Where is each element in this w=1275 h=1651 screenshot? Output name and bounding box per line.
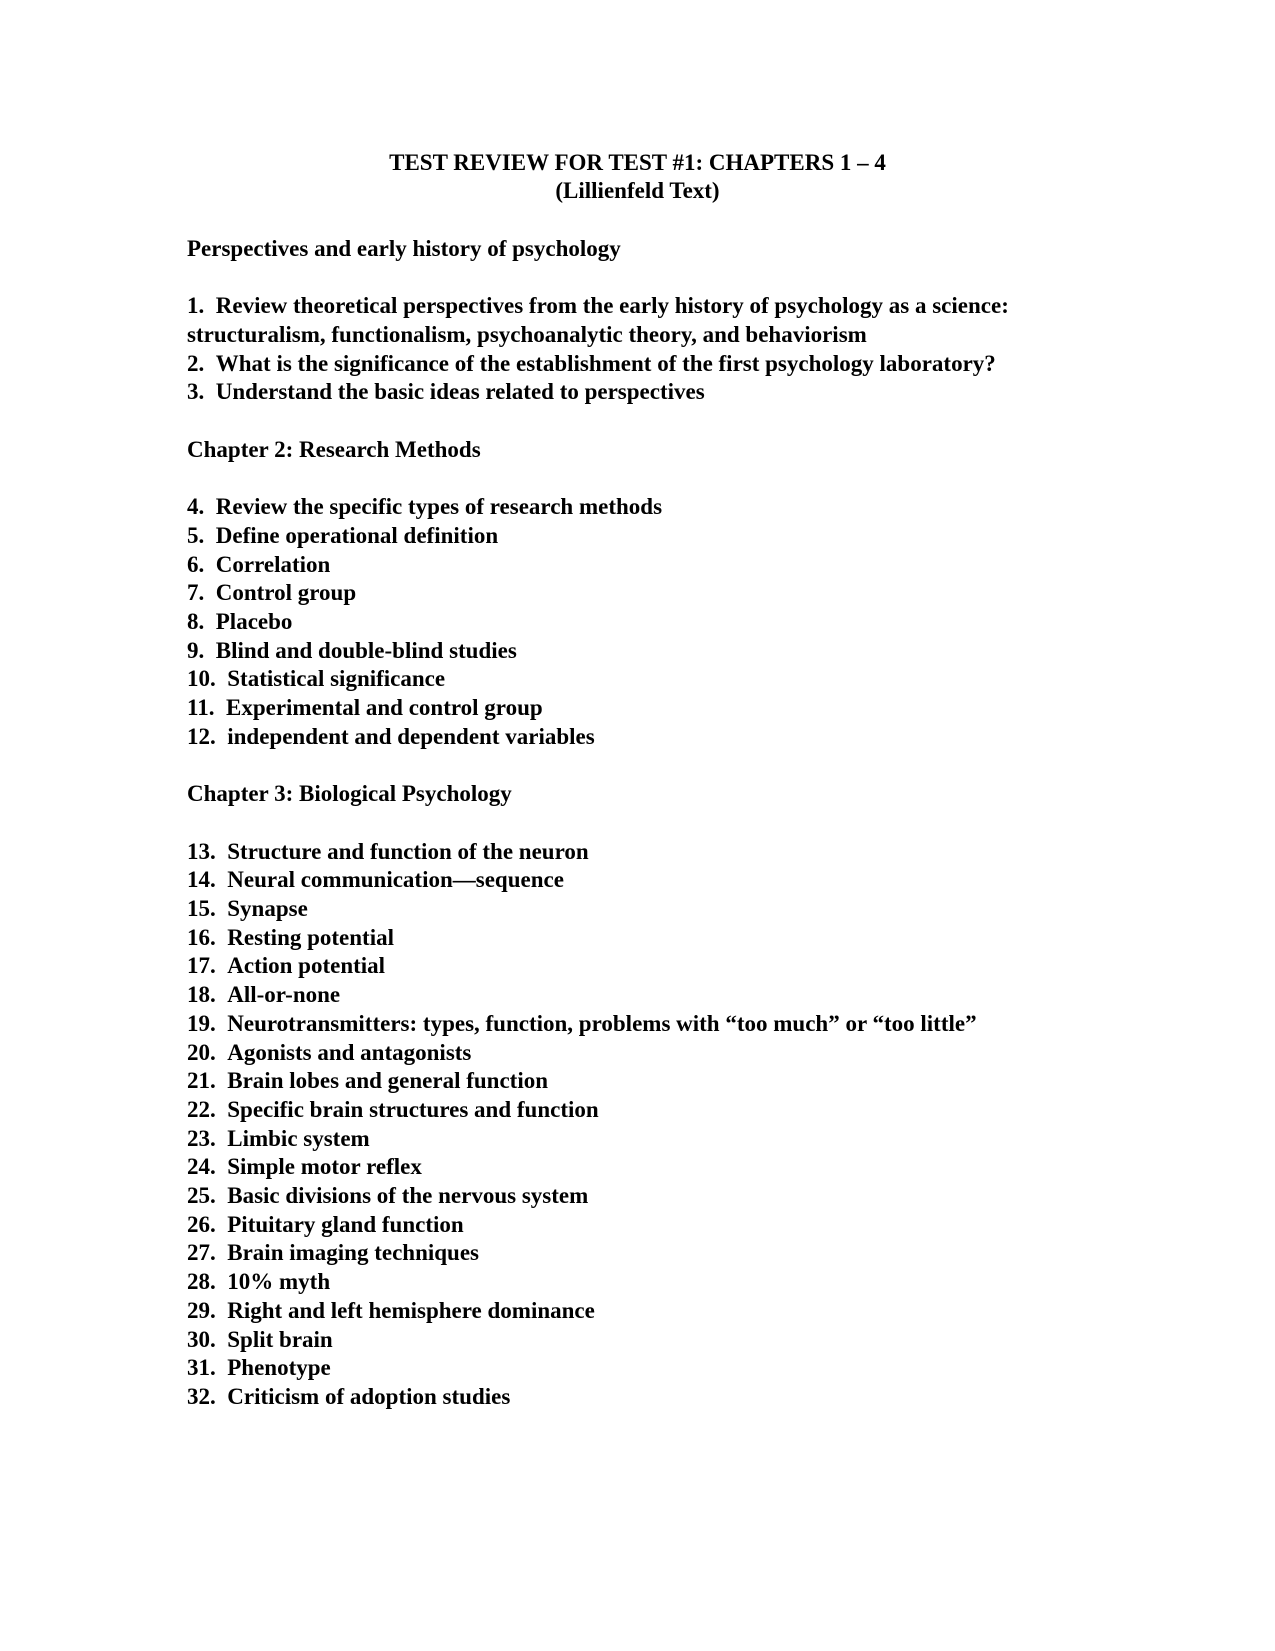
item-number: 1. [187, 293, 205, 319]
list-item [187, 1010, 1207, 1039]
list-item-continuation: structuralism, functionalism, psychoanalytic theory, and behaviorism [187, 322, 867, 348]
list-item [187, 952, 1207, 981]
item-text: Basic divisions of the nervous system [227, 1183, 589, 1209]
item-number: 32. [187, 1384, 216, 1409]
item-number: 22. [187, 1096, 216, 1122]
item-text: Blind and double-blind studies [215, 637, 517, 663]
list-item [187, 1383, 1207, 1412]
list-item [187, 1211, 1207, 1240]
list-item [187, 579, 1207, 608]
item-text: Brain imaging techniques [227, 1240, 480, 1266]
item-text: Neurotransmitters: types, function, problems with “too much” or “too little” [227, 1010, 977, 1036]
item-number: 23. [187, 1125, 216, 1151]
item-number: 2. [187, 350, 205, 376]
item-number: 16. [187, 924, 216, 950]
section-heading: Perspectives and early history of psychology [187, 236, 621, 261]
item-text: Limbic system [227, 1125, 370, 1151]
list-item [187, 292, 1207, 321]
item-number: 24. [187, 1154, 216, 1180]
list-item [187, 838, 1207, 867]
item-number: 20. [187, 1039, 216, 1065]
item-number: 26. [187, 1211, 216, 1237]
item-number: 27. [187, 1240, 216, 1266]
item-number: 21. [187, 1068, 216, 1094]
item-text: independent and dependent variables [227, 723, 595, 749]
list-item [187, 665, 1207, 694]
list-item [187, 1182, 1207, 1211]
item-number: 10. [187, 666, 216, 692]
list-item [187, 1096, 1207, 1125]
item-text: Structure and function of the neuron [227, 838, 589, 864]
item-text: What is the significance of the establishment of the first psychology laboratory? [215, 350, 996, 376]
item-number: 30. [187, 1326, 216, 1352]
item-text: Correlation [215, 551, 331, 577]
item-number: 17. [187, 953, 216, 979]
item-text: Define operational definition [215, 522, 499, 548]
item-number: 12. [187, 723, 216, 749]
list-item [187, 1153, 1207, 1182]
item-number: 31. [187, 1355, 216, 1381]
item-text: Review theoretical perspectives from the early history of psychology as a science: [215, 293, 1009, 319]
review-content [187, 235, 1207, 1412]
item-text: Phenotype [227, 1355, 331, 1381]
list-item [187, 895, 1207, 924]
item-number: 11. [187, 695, 215, 721]
item-number: 19. [187, 1010, 216, 1036]
item-text: 10% myth [227, 1269, 331, 1295]
list-item [187, 1354, 1207, 1383]
list-item [187, 493, 1207, 522]
list-item [187, 350, 1207, 379]
list-item [187, 1326, 1207, 1355]
item-number: 13. [187, 838, 216, 864]
item-number: 6. [187, 551, 205, 577]
list-item [187, 1125, 1207, 1154]
section-heading: Chapter 3: Biological Psychology [187, 781, 512, 807]
item-number: 9. [187, 637, 205, 663]
item-number: 18. [187, 982, 216, 1008]
item-text: Right and left hemisphere dominance [227, 1297, 595, 1323]
item-text: Statistical significance [227, 666, 446, 692]
item-text: Neural communication—sequence [227, 867, 564, 893]
item-number: 8. [187, 609, 205, 635]
list-item [187, 981, 1207, 1010]
item-number: 7. [187, 580, 205, 606]
item-text: Agonists and antagonists [227, 1039, 472, 1065]
item-text: Experimental and control group [225, 695, 543, 721]
item-number: 29. [187, 1297, 216, 1323]
item-text: Brain lobes and general function [227, 1068, 549, 1094]
item-text: Placebo [215, 609, 293, 635]
item-text: Resting potential [227, 924, 394, 950]
item-text: Specific brain structures and function [227, 1096, 599, 1122]
list-item [187, 694, 1207, 723]
list-item [187, 1297, 1207, 1326]
item-number: 4. [187, 494, 205, 520]
item-text: Criticism of adoption studies [227, 1384, 511, 1409]
item-text: Simple motor reflex [227, 1154, 422, 1180]
document-subtitle: (Lillienfeld Text) [555, 178, 720, 203]
list-item [187, 1239, 1207, 1268]
item-number: 25. [187, 1183, 216, 1209]
item-text: Review the specific types of research methods [215, 494, 663, 520]
item-number: 28. [187, 1269, 216, 1295]
list-item [187, 1268, 1207, 1297]
list-item [187, 1067, 1207, 1096]
item-text: Action potential [227, 953, 386, 979]
item-text: Synapse [227, 896, 308, 922]
item-text: Control group [215, 580, 357, 606]
list-item [187, 866, 1207, 895]
list-item [187, 551, 1207, 580]
item-number: 14. [187, 867, 216, 893]
item-text: Split brain [227, 1326, 333, 1352]
list-item [187, 1039, 1207, 1068]
list-item [187, 522, 1207, 551]
list-item [187, 723, 1207, 752]
list-item [187, 608, 1207, 637]
item-text: Pituitary gland function [227, 1211, 464, 1237]
item-text: Understand the basic ideas related to perspectives [215, 379, 705, 405]
document-title: TEST REVIEW FOR TEST #1: CHAPTERS 1 – 4 [389, 150, 886, 175]
title-block [0, 149, 1275, 205]
item-text: All-or-none [227, 982, 341, 1008]
item-number: 15. [187, 896, 216, 922]
section-heading: Chapter 2: Research Methods [187, 436, 481, 462]
item-number: 3. [187, 379, 205, 405]
list-item [187, 637, 1207, 666]
list-item [187, 924, 1207, 953]
list-item [187, 378, 1207, 407]
item-number: 5. [187, 522, 205, 548]
